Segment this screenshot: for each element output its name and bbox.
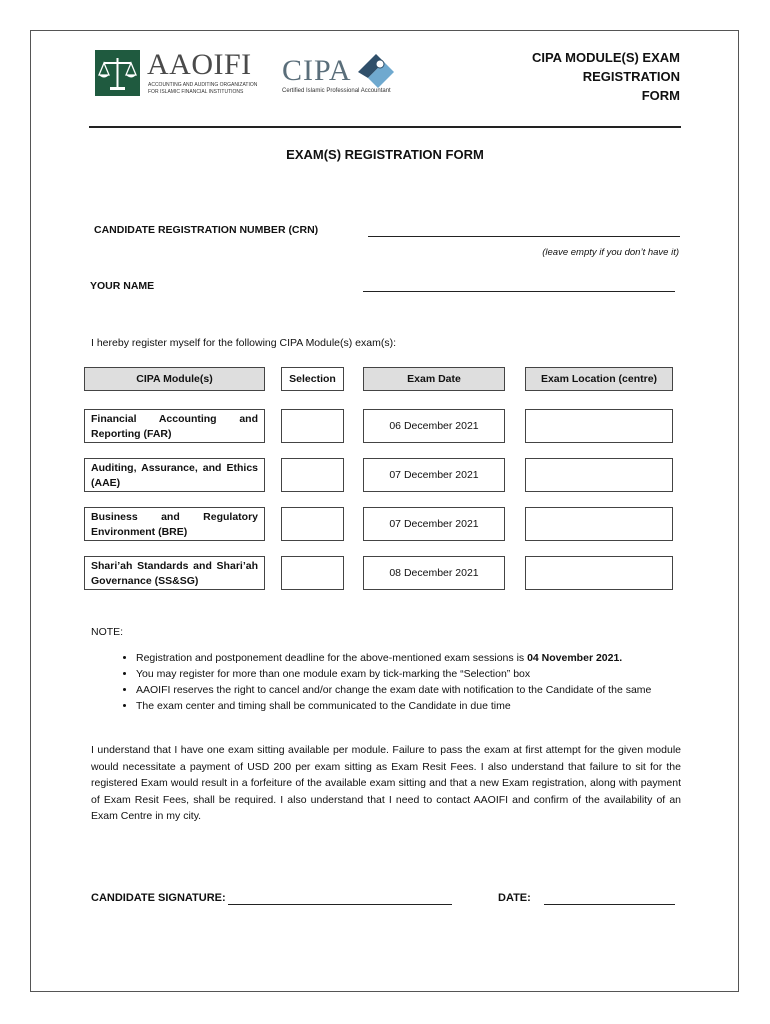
- exam-date-far: 06 December 2021: [363, 409, 505, 443]
- crn-field[interactable]: [368, 236, 680, 237]
- note-label: NOTE:: [91, 626, 124, 638]
- header-exam-date: Exam Date: [363, 367, 505, 391]
- crn-label: CANDIDATE REGISTRATION NUMBER (CRN): [94, 224, 319, 236]
- exam-date-bre: 07 December 2021: [363, 507, 505, 541]
- note-list: [108, 650, 711, 714]
- intro-text: I hereby register myself for the following CIPA Module(s) exam(s):: [91, 337, 396, 349]
- exam-location-sssg[interactable]: [525, 556, 673, 590]
- module-cell-far: Financial Accounting and Reporting (FAR): [84, 409, 265, 443]
- exam-location-bre[interactable]: [525, 507, 673, 541]
- scales-icon: [95, 50, 140, 96]
- name-label: YOUR NAME: [90, 280, 155, 292]
- signature-label: CANDIDATE SIGNATURE:: [91, 892, 226, 904]
- exam-date-sssg: 08 December 2021: [363, 556, 505, 590]
- header-exam-location: Exam Location (centre): [525, 367, 673, 391]
- date-field[interactable]: [544, 904, 675, 905]
- signature-field[interactable]: [228, 904, 452, 905]
- aaoifi-name: AAOIFI: [147, 48, 252, 81]
- cipa-emblem-icon: [354, 50, 398, 90]
- cipa-subtitle: Certified Islamic Professional Accountant: [282, 88, 391, 94]
- form-title: EXAM(S) REGISTRATION FORM: [286, 147, 484, 162]
- cipa-name: CIPA: [282, 54, 352, 87]
- note-item: • Registration and postponement deadline for the above-mentioned exam sessions is 04 November 2021.: [136, 650, 711, 666]
- header-selection: Selection: [281, 367, 344, 391]
- selection-checkbox-sssg[interactable]: [281, 556, 344, 590]
- exam-location-aae[interactable]: [525, 458, 673, 492]
- module-cell-aae: Auditing, Assurance, and Ethics (AAE): [84, 458, 265, 492]
- aaoifi-subtitle: ACCOUNTING AND AUDITING ORGANIZATION FOR ISLAMIC FINANCIAL INSTITUTIONS: [148, 82, 258, 95]
- document-title: CIPA MODULE(S) EXAM REGISTRATION FORM: [531, 50, 680, 103]
- module-cell-sssg: Shari’ah Standards and Shari’ah Governance (SS&SG): [84, 556, 265, 590]
- note-item: • You may register for more than one module exam by tick-marking the “Selection” box: [136, 666, 711, 682]
- exam-date-aae: 07 December 2021: [363, 458, 505, 492]
- cipa-logo: [282, 50, 402, 98]
- crn-hint: (leave empty if you don’t have it): [542, 247, 679, 258]
- selection-checkbox-far[interactable]: [281, 409, 344, 443]
- date-label: DATE:: [498, 892, 531, 904]
- note-item: • The exam center and timing shall be communicated to the Candidate in due time: [136, 698, 711, 714]
- exam-location-far[interactable]: [525, 409, 673, 443]
- header-module: CIPA Module(s): [84, 367, 265, 391]
- declaration-text: I understand that I have one exam sitting available per module. Failure to pass the exam at first attempt for the given module would necessitate a payment of USD 200 per exam sitting as Exam Resit Fees. I also understand that failure to sit for the registered Exam would result in a forfeiture of the available exam sitting and that a new Exam registration, along with payment of Exam Resit Fees, shall be required. I also understand that I need to contact AAOIFI and confirm of the availability of an Exam Centre in my city.: [91, 744, 681, 822]
- note-item: • AAOIFI reserves the right to cancel and/or change the exam date with notification to the Candidate of the same: [136, 682, 711, 698]
- selection-checkbox-bre[interactable]: [281, 507, 344, 541]
- aaoifi-logo: [95, 50, 260, 98]
- header-divider: [89, 126, 681, 128]
- selection-checkbox-aae[interactable]: [281, 458, 344, 492]
- name-field[interactable]: [363, 291, 675, 292]
- module-cell-bre: Business and Regulatory Environment (BRE): [84, 507, 265, 541]
